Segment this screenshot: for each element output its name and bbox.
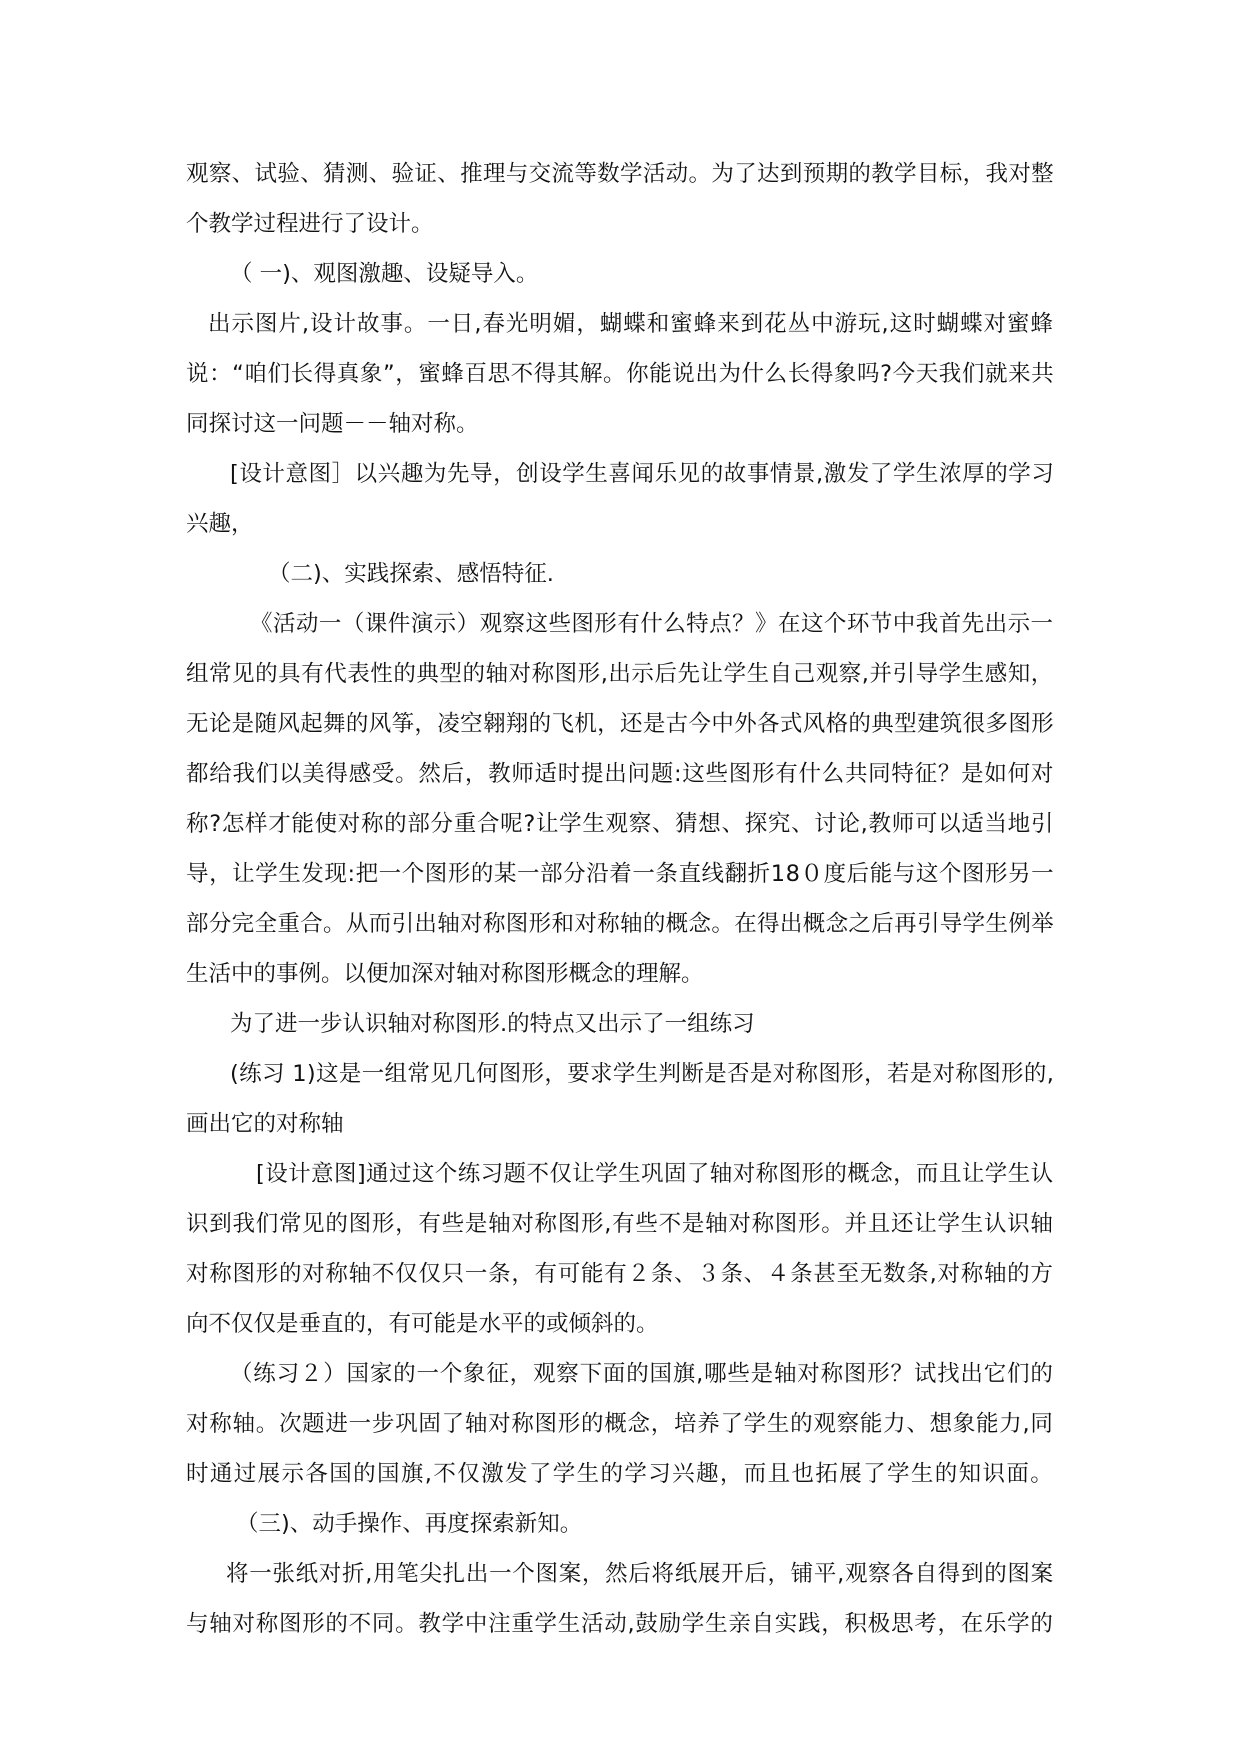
text-line: (练习 1)这是一组常见几何图形，要求学生判断是否是对称图形，若是对称图形的, [230, 1061, 1055, 1087]
text-line: 兴趣， [186, 511, 254, 537]
text-line: 出示图片,设计故事。一日,春光明媚，蝴蝶和蜜蜂来到花丛中游玩,这时蝴蝶对蜜蜂 [208, 311, 1054, 337]
section-heading: （二)、实践探索、感悟特征. [268, 561, 554, 587]
text-line: 无论是随风起舞的风筝，凌空翱翔的飞机，还是古今中外各式风格的典型建筑很多图形 [186, 711, 1055, 737]
text-line: 时通过展示各国的国旗,不仅激发了学生的学习兴趣，而且也拓展了学生的知识面。 [186, 1461, 1055, 1487]
text-line: 对称轴。次题进一步巩固了轴对称图形的概念，培养了学生的观察能力、想象能力,同 [186, 1411, 1054, 1437]
text-line: （练习２）国家的一个象征，观察下面的国旗,哪些是轴对称图形？试找出它们的 [230, 1361, 1054, 1387]
section-heading: （ 一)、观图激趣、设疑导入。 [230, 261, 539, 287]
text-line: 识到我们常见的图形，有些是轴对称图形,有些不是轴对称图形。并且还让学生认识轴 [186, 1211, 1054, 1237]
text-line: 生活中的事例。以便加深对轴对称图形概念的理解。 [186, 961, 704, 987]
text-line: 组常见的具有代表性的典型的轴对称图形,出示后先让学生自己观察,并引导学生感知， [186, 661, 1054, 687]
text-line: 向不仅仅是垂直的，有可能是水平的或倾斜的。 [186, 1311, 659, 1337]
text-line: 部分完全重合。从而引出轴对称图形和对称轴的概念。在得出概念之后再引导学生例举 [186, 911, 1055, 937]
text-line: 与轴对称图形的不同。教学中注重学生活动,鼓励学生亲自实践，积极思考，在乐学的 [186, 1611, 1054, 1637]
text-line: 画出它的对称轴 [186, 1111, 344, 1137]
text-line: 将一张纸对折,用笔尖扎出一个图案，然后将纸展开后，铺平,观察各自得到的图案 [226, 1561, 1054, 1587]
text-line: 对称图形的对称轴不仅仅只一条，有可能有２条、３条、４条甚至无数条,对称轴的方 [186, 1261, 1054, 1287]
text-line: [设计意图］以兴趣为先导，创设学生喜闻乐见的故事情景,激发了学生浓厚的学习 [230, 461, 1055, 487]
text-line: 观察、试验、猜测、验证、推理与交流等数学活动。为了达到预期的教学目标，我对整 [186, 161, 1055, 187]
text-line: 《活动一（课件演示）观察这些图形有什么特点？》在这个环节中我首先出示一 [250, 611, 1054, 637]
text-line: 说：“咱们长得真象”，蜜蜂百思不得其解。你能说出为什么长得象吗?今天我们就来共 [186, 361, 1055, 387]
text-line: 同探讨这一问题－－轴对称。 [186, 411, 479, 437]
text-line: 为了进一步认识轴对称图形.的特点又出示了一组练习 [230, 1011, 755, 1037]
text-line: 称?怎样才能使对称的部分重合呢?让学生观察、猜想、探究、讨论,教师可以适当地引 [186, 811, 1055, 837]
text-line: [设计意图]通过这个练习题不仅让学生巩固了轴对称图形的概念，而且让学生认 [256, 1161, 1054, 1187]
text-line: 导，让学生发现:把一个图形的某一部分沿着一条直线翻折18０度后能与这个图形另一 [186, 861, 1055, 887]
text-line: 个教学过程进行了设计。 [186, 211, 434, 237]
text-line: 都给我们以美得感受。然后，教师适时提出问题:这些图形有什么共同特征？是如何对 [186, 761, 1055, 787]
section-heading: （三)、动手操作、再度探索新知。 [236, 1511, 583, 1537]
